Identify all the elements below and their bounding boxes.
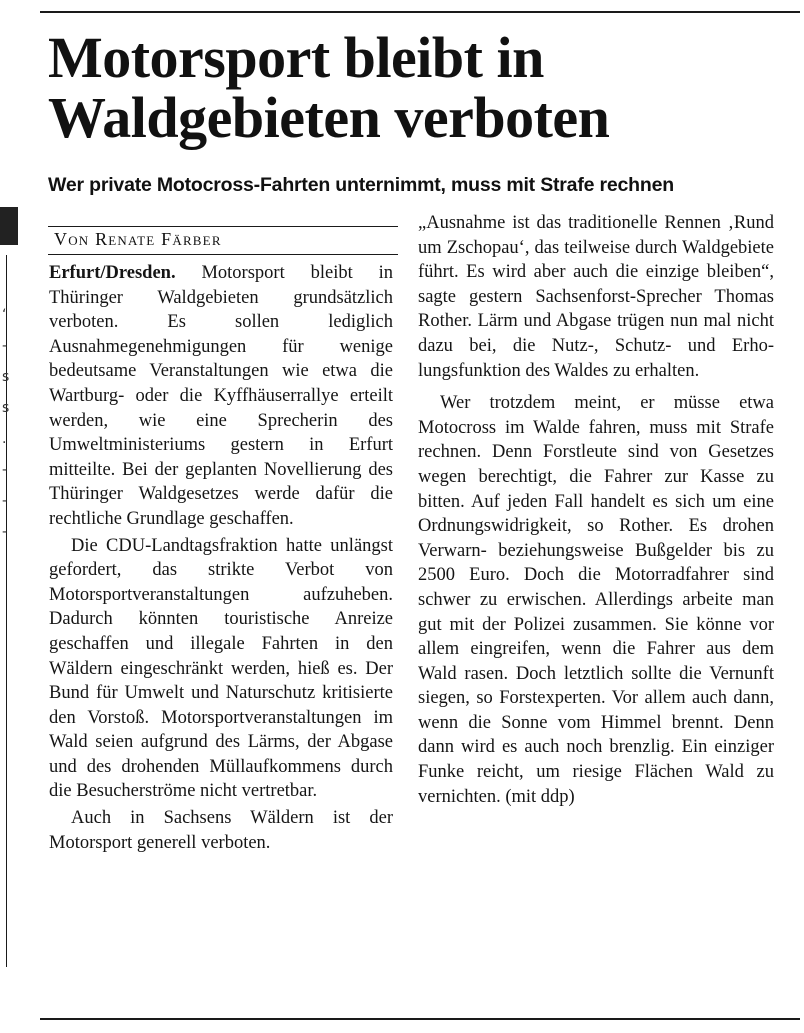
- adjacent-column-fragments: [2, 300, 12, 548]
- top-rule: [40, 11, 800, 13]
- margin-mark: s: [2, 400, 10, 416]
- margin-mark: .: [2, 431, 7, 447]
- subtitle: Wer private Motocross-Fahrten unternimmt, muss mit Strafe rechnen: [48, 174, 674, 196]
- byline-rule-top: [48, 226, 398, 227]
- article-column-left: [49, 261, 393, 855]
- margin-mark: -: [2, 493, 8, 509]
- headline: Motorsport bleibt in Waldgebieten verboten: [48, 25, 610, 150]
- byline-rule-bottom: [48, 254, 398, 255]
- paragraph: Auch in Sachsens Wäldern ist der Motorsport generell verboten.: [49, 808, 393, 853]
- paragraph: „Ausnahme ist das traditionelle Rennen ‚Rund um Zschopau‘, das teilweise durch Waldgebiete führt. Es wird aber auch die einzige bleiben“, sagte gestern Sachsenforst-Sprecher Thomas Rother. Lärm und Abgase trügen nun mal nicht dazu bei, die Nutz-, Schutz- und Erholungsfunktion des Waldes zu erhalten.: [418, 213, 774, 381]
- paragraph: Die CDU-Landtagsfraktion hatte unlängst gefordert, das strikte Verbot von Motorsportveranstaltungen aufzuheben. Dadurch könnten touristische Anreize geschaffen und illegale Fahrten in den Wäldern eingeschränkt werden, hieß es. Der Bund für Umwelt und Naturschutz kritisierte den Vorstoß. Motorsportveranstaltungen im Wald seien aufgrund des Lärms, der Abgase und des drohenden Müllaufkommens durch die Besucherströme nicht vertretbar.: [49, 535, 393, 802]
- paragraph-text: Motorsport bleibt in Thüringer Waldgebieten grundsätzlich verboten. Es sollen lediglich Ausnahmegenehmigungen für wenige bedeutsame Veranstaltungen wie etwa die Wartburg- oder die Kyffhäuserrallye erteilt werden, wie eine Sprecherin des Umweltministeriums gestern in Erfurt mitteilte. Bei der geplanten Novellierung des Thüringer Waldgesetzes werde dafür die rechtliche Grundlage geschaffen.: [49, 263, 393, 529]
- margin-mark: -: [2, 462, 8, 478]
- margin-mark: -: [2, 524, 8, 540]
- margin-mark: ‘: [2, 307, 7, 323]
- margin-mark: s: [2, 369, 10, 385]
- adjacent-column-block: [0, 207, 18, 245]
- paragraph: [49, 261, 393, 532]
- article-column-right: [418, 211, 774, 809]
- byline: Von Renate Färber: [54, 229, 222, 249]
- margin-mark: -: [2, 338, 8, 354]
- dateline: Erfurt/Dresden.: [49, 263, 176, 283]
- bottom-rule: [40, 1018, 800, 1020]
- paragraph: Wer trotzdem meint, er müsse etwa Motocross im Walde fahren, muss mit Strafe rechnen. Denn Forstleute sind von Gesetzes wegen berechtigt, die Fahrer zur Kasse zu bitten. Auf jeden Fall handelt es sich um eine Ordnungswidrigkeit, so Rother. Es drohen Verwarn- beziehungsweise Bußgelder bis zu 2500 Euro. Doch die Motorradfahrer sind schwer zu erwischen. Allerdings arbeite man gut mit der Polizei zusammen. Sie könne vor allem eingreifen, wenn die Fahrer aus dem Wald rasen. Doch letztlich sollte die Vernunft siegen, so Forstexperten. Vor allem auch dann, wenn die Sonne vom Himmel brennt. Denn dann wird es auch noch brenzlig. Ein einziger Funke reicht, um riesige Flächen Wald zu vernichten. (mit ddp): [418, 393, 774, 807]
